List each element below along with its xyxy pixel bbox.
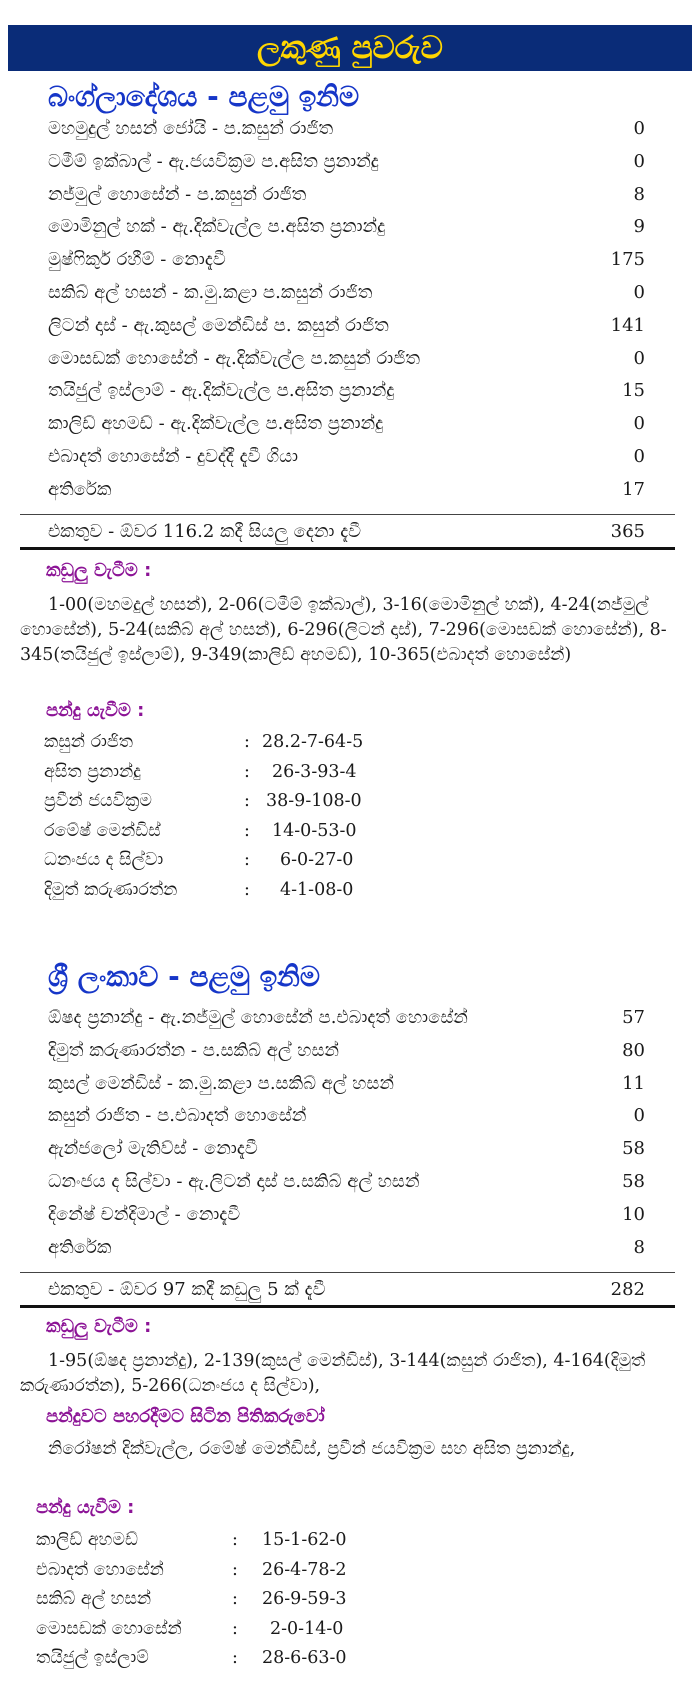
batsman-dismissal: සකිබ් අල් හසන් - ක.මු.කළා ප.කසුන් රාජිත [48, 281, 373, 303]
batsman-dismissal: ටමීම් ඉක්බාල් - ඇ.ජයවික්‍රම ප.අසිත ප්‍රනාන්දු [48, 150, 379, 172]
extras-runs: 8 [633, 1236, 645, 1258]
divider [20, 1272, 675, 1273]
batsman-runs: 15 [622, 380, 645, 402]
bangladesh-fow-heading: කඩුලු වැටීම : [46, 560, 152, 581]
batsman-runs: 10 [622, 1203, 645, 1225]
batting-row [20, 1200, 675, 1233]
batting-row [20, 1134, 675, 1167]
bowler-name: එබාදත් හොසේන් [36, 1559, 164, 1580]
bowling-row [44, 788, 404, 818]
batsman-dismissal: ඕෂද ප්‍රනාන්දු - ඇ.නජ්මුල් හොසේන් ප.එබාදත් හොසේන් [48, 1007, 468, 1028]
bowling-row [44, 729, 404, 759]
batsman-runs: 0 [633, 150, 645, 172]
bowler-name: කාලිඩ් අහමඩ් [36, 1530, 138, 1550]
bowling-row [36, 1557, 396, 1587]
batsman-runs: 80 [622, 1039, 645, 1061]
divider [20, 514, 675, 515]
total-runs: 282 [610, 1279, 645, 1300]
extras-label: අතිරේක [48, 1236, 112, 1258]
srilanka-fow-heading: කඩුලු වැටීම : [46, 1316, 152, 1337]
separator: : [244, 850, 250, 871]
srilanka-total-row [20, 1272, 675, 1308]
bowling-row [36, 1586, 396, 1616]
bowling-figures: 2-0-14-0 [270, 1618, 344, 1639]
batting-row [20, 114, 675, 147]
bowling-row [36, 1645, 396, 1675]
separator: : [232, 1559, 238, 1580]
bowling-row [44, 847, 404, 877]
batting-row [20, 311, 675, 344]
batting-row [20, 1167, 675, 1200]
batsman-runs: 57 [622, 1007, 645, 1028]
batting-row [20, 442, 675, 475]
bangladesh-fow-text: 1-00(මහමදුල් හසන්), 2-06(ටමීම් ඉක්බාල්), 3-16(මොමිනුල් හක්), 4-24(නජ්මුල් හොසේන්), 5-24(සකිබ් අල් හසන්), 6-296(ලිටන් දාස්), 7-296(මොසඩක් හොසේන්), 8-345(තයිජුල් ඉස්ලාම්), 9-349(කාලිඩ් අහමඩ්), 10-365(එබාදත් හොසේන්) [20, 595, 667, 665]
bowling-figures: 28-6-63-0 [262, 1648, 347, 1669]
batsman-dismissal: මොමිනුල් හක් - ඇ.දික්වැල්ල ප.අසිත ප්‍රනාන්දු [48, 216, 386, 238]
separator: : [232, 1589, 238, 1610]
separator: : [244, 761, 250, 782]
total-label: එකතුව - ඕවර 97 කදී කඩුලු 5 ක් දැවී [48, 1279, 326, 1300]
bowling-figures: 4-1-08-0 [280, 879, 354, 900]
batting-row [20, 1101, 675, 1134]
batting-row [20, 376, 675, 409]
bowler-name: ප්‍රවීන් ජයවික්‍රම [44, 791, 153, 812]
bangladesh-batting-list [20, 114, 675, 508]
batsman-dismissal: දිමුත් කරුණාරත්න - ප.සකිබ් අල් හසන් [48, 1039, 340, 1061]
bowler-name: රමේෂ් මෙන්ඩිස් [44, 820, 161, 841]
srilanka-bowling-list [36, 1527, 396, 1675]
batsman-runs: 0 [633, 281, 645, 303]
batting-row [20, 278, 675, 311]
srilanka-dnb-heading: පන්දුවට පහරදීමට සිටින පිතිකරුවෝ [46, 1406, 325, 1427]
bowler-name: කසුන් රාජිත [44, 732, 133, 752]
total-runs: 365 [610, 521, 645, 542]
batsman-dismissal: මහමුදුල් හසන් ජෝයි - ප.කසුන් රාජිත [48, 118, 334, 139]
bowler-name: අසිත ප්‍රනාන්දු [44, 761, 141, 782]
batsman-runs: 8 [633, 183, 645, 205]
batsman-runs: 11 [622, 1072, 645, 1094]
batsman-runs: 58 [622, 1170, 645, 1192]
total-label: එකතුව - ඕවර 116.2 කදී සියලු දෙනා දැවී [48, 521, 362, 542]
batting-row [20, 212, 675, 245]
banner-title: ලකුණු පුවරුව [257, 30, 443, 66]
batting-row [20, 1036, 675, 1069]
bowler-name: සකිබ් අල් හසන් [36, 1589, 152, 1610]
batsman-dismissal: ලිටන් දාස් - ඇ.කුසල් මෙන්ඩිස් ප. කසුන් රාජිත [48, 314, 389, 336]
bowler-name: ධනංජය ද සිල්වා [44, 850, 164, 871]
bowling-figures: 14-0-53-0 [272, 820, 357, 841]
batsman-runs: 175 [610, 249, 645, 271]
bowling-row [36, 1616, 396, 1646]
separator: : [232, 1648, 238, 1669]
batting-row [20, 245, 675, 278]
divider [20, 547, 675, 550]
batsman-dismissal: කාලිඩ් අහමඩ් - ඇ.දික්වැල්ල ප.අසිත ප්‍රනාන්දු [48, 413, 384, 435]
bangladesh-innings-heading: බංග්ලාදේශය - පළමු ඉනිම [48, 80, 360, 113]
bowling-row [36, 1527, 396, 1557]
bowling-figures: 26-9-59-3 [262, 1589, 347, 1610]
srilanka-batting-list [20, 1003, 675, 1265]
batsman-dismissal: මොසඩක් හොසේන් - ඇ.දික්වැල්ල ප.කසුන් රාජිත [48, 347, 420, 369]
batting-row [20, 180, 675, 213]
srilanka-innings-heading: ශ්‍රී ලංකාව - පළමු ඉනිම [48, 960, 321, 993]
extras-row [20, 1233, 675, 1266]
separator: : [244, 820, 250, 841]
batting-row [20, 1069, 675, 1102]
separator: : [244, 732, 250, 752]
batsman-runs: 141 [610, 314, 645, 336]
batsman-dismissal: ඇන්ජලෝ මැතිව්ස් - නොදැවී [48, 1138, 258, 1160]
bowling-figures: 15-1-62-0 [262, 1530, 347, 1550]
batsman-runs: 0 [633, 118, 645, 139]
bowling-figures: 26-3-93-4 [272, 761, 357, 782]
bangladesh-bowling-list [44, 729, 404, 907]
separator: : [244, 879, 250, 900]
batsman-dismissal: මුෂ්ෆිකුර් රහීම් - නොදැවී [48, 249, 226, 271]
srilanka-dnb-text: නිරෝෂන් දික්වැල්ල, රමේෂ් මෙන්ඩිස්, ප්‍රවීන් ජයවික්‍රම සහ අසිත ප්‍රනාන්දු, [48, 1439, 576, 1459]
batsman-runs: 0 [633, 1105, 645, 1127]
bowling-row [44, 818, 404, 848]
separator: : [232, 1618, 238, 1639]
scorecard-banner [8, 25, 692, 71]
bowling-row [44, 759, 404, 789]
batsman-dismissal: කුසල් මෙන්ඩිස් - ක.මු.කළා ප.සකිබ් අල් හසන් [48, 1072, 394, 1094]
batsman-runs: 0 [633, 413, 645, 435]
batting-row [20, 1003, 675, 1036]
bowling-row [44, 877, 404, 907]
extras-label: අතිරේක [48, 478, 112, 500]
separator: : [244, 791, 250, 812]
batsman-runs: 9 [633, 216, 645, 238]
bowler-name: මොසඩක් හොසේන් [36, 1618, 182, 1639]
bowler-name: දිමුත් කරුණාරත්න [44, 879, 178, 900]
srilanka-bowling-heading: පන්දු යැවීම : [36, 1497, 135, 1518]
batting-row [20, 409, 675, 442]
separator: : [232, 1530, 238, 1550]
bowling-figures: 26-4-78-2 [262, 1559, 347, 1580]
divider [20, 1305, 675, 1308]
batsman-dismissal: තයිජුල් ඉස්ලාම් - ඇ.දික්වැල්ල ප.අසිත ප්‍රනාන්දු [48, 380, 395, 402]
batsman-runs: 0 [633, 445, 645, 467]
batsman-dismissal: නජ්මුල් හොසේන් - ප.කසුන් රාජිත [48, 183, 307, 205]
batting-row [20, 147, 675, 180]
batsman-dismissal: කසුන් රාජිත - ප.එබාදත් හොසේන් [48, 1105, 307, 1127]
bowling-figures: 6-0-27-0 [280, 850, 354, 871]
bowling-figures: 28.2-7-64-5 [262, 732, 364, 752]
bowling-figures: 38-9-108-0 [266, 791, 362, 812]
batsman-dismissal: එබාදත් හොසේන් - දුවද්දී දැවී ගියා [48, 445, 299, 467]
bowler-name: තයිජුල් ඉස්ලාම් [36, 1648, 149, 1669]
bangladesh-bowling-heading: පන්දු යැවීම : [46, 700, 145, 721]
extras-runs: 17 [622, 478, 645, 500]
batsman-dismissal: දිනේෂ් චන්දිමාල් - නොදැවී [48, 1203, 241, 1225]
batsman-runs: 0 [633, 347, 645, 369]
extras-row [20, 475, 675, 508]
srilanka-fow-text: 1-95(ඕෂද ප්‍රනාන්දු), 2-139(කුසල් මෙන්ඩිස්), 3-144(කසුන් රාජිත), 4-164(දිමුත් කරුණාරත්න), 5-266(ධනංජය ද සිල්වා), [20, 1351, 646, 1396]
batsman-dismissal: ධනංජය ද සිල්වා - ඇ.ලිටන් දාස් ප.සකිබ් අල් හසන් [48, 1170, 420, 1192]
batting-row [20, 344, 675, 377]
bangladesh-total-row [20, 514, 675, 550]
batsman-runs: 58 [622, 1138, 645, 1160]
